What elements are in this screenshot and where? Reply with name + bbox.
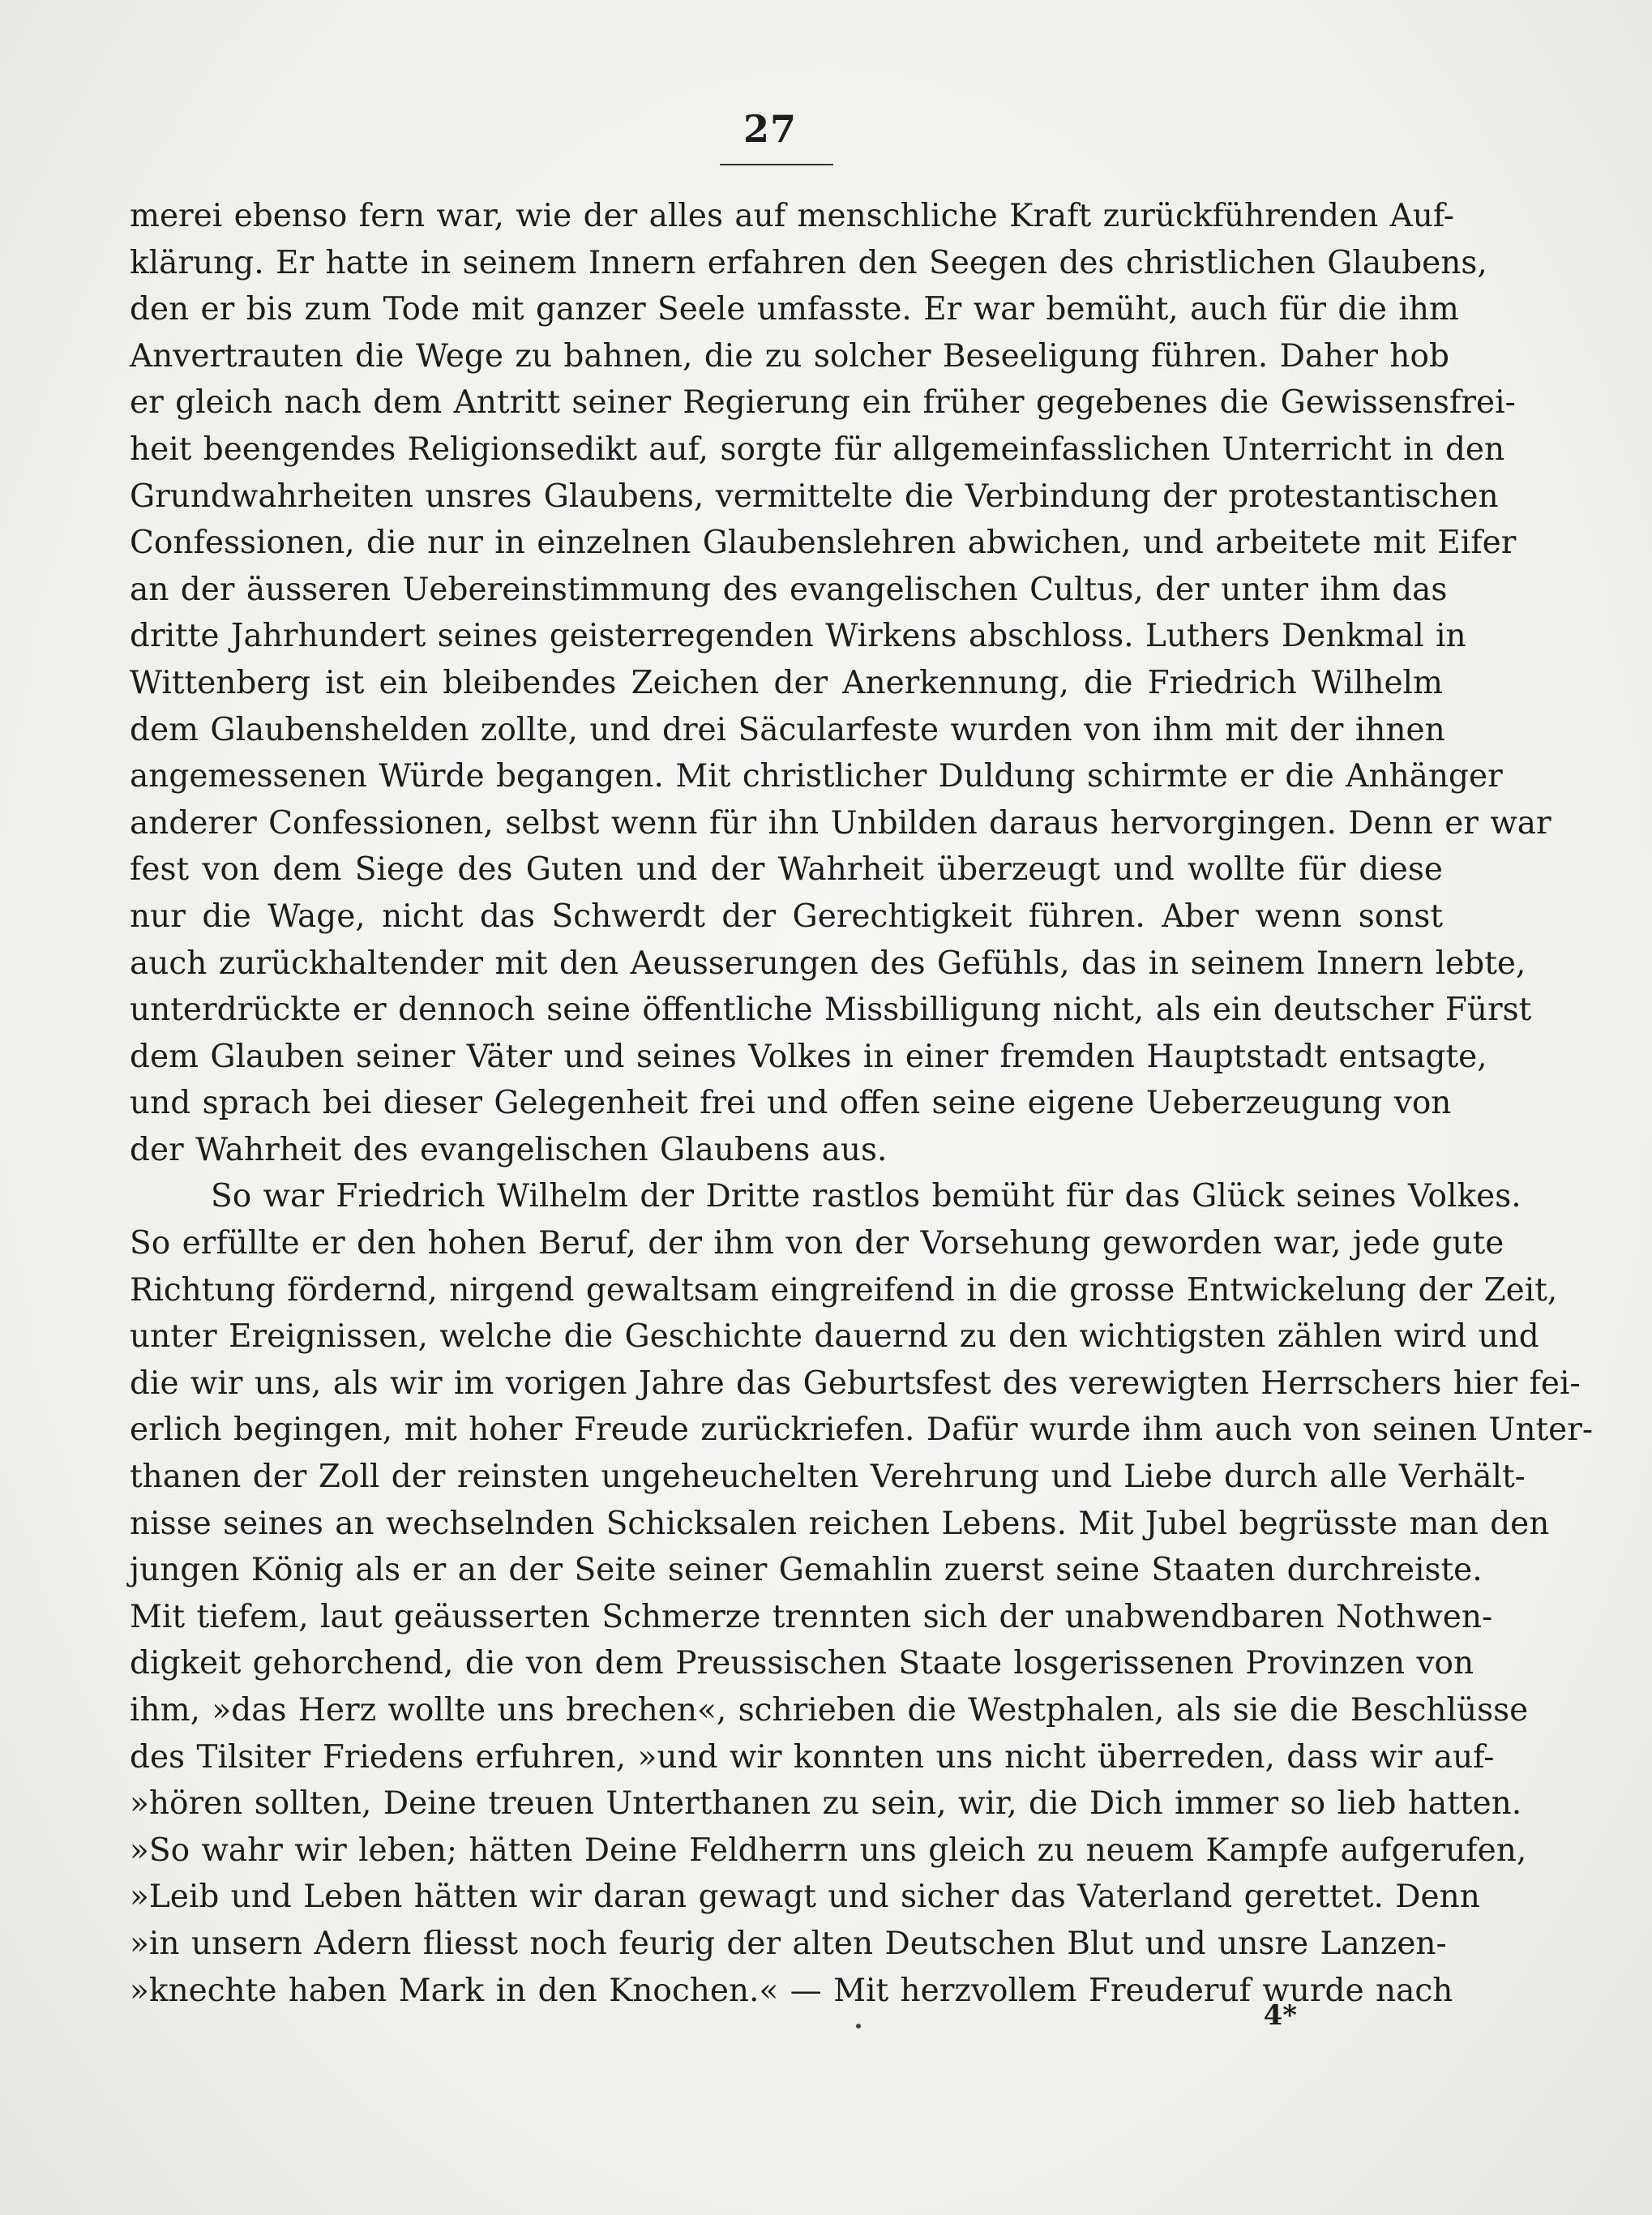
text-line: angemessenen Würde begangen. Mit christlicher Duldung schirmte er die Anhänger bbox=[130, 758, 1503, 795]
text-line: Anvertrauten die Wege zu bahnen, die zu solcher Beseeligung führen. Daher hob bbox=[130, 337, 1449, 375]
text-line: ihm, »das Herz wollte uns brechen«, schrieben die Westphalen, als sie die Beschlüsse bbox=[130, 1692, 1529, 1729]
text-line: So erfüllte er den hohen Beruf, der ihm von der Vorsehung geworden war, jede gute bbox=[130, 1225, 1504, 1262]
header-rule bbox=[720, 164, 833, 165]
text-line: Confessionen, die nur in einzelnen Glaubenslehren abwichen, und arbeitete mit Eifer bbox=[130, 525, 1517, 562]
text-line: »knechte haben Mark in den Knochen.« — Mit herzvollem Freuderuf wurde nach bbox=[130, 1972, 1453, 2009]
text-line: unter Ereignissen, welche die Geschichte dauernd zu den wichtigsten zählen wird und bbox=[130, 1318, 1539, 1356]
text-line: anderer Confessionen, selbst wenn für ihn Unbilden daraus hervorgingen. Denn er war bbox=[130, 804, 1551, 842]
text-line: »hören sollten, Deine treuen Unterthanen zu sein, wir, die Dich immer so lieb hatten. bbox=[130, 1785, 1522, 1823]
paragraph bbox=[130, 1173, 1594, 2014]
page-number: 27 bbox=[743, 107, 797, 151]
text-line: klärung. Er hatte in seinem Innern erfahren den Seegen des christlichen Glaubens, bbox=[130, 244, 1487, 281]
text-line: heit beengendes Religionsedikt auf, sorgte für allgemeinfasslichen Unterricht in den bbox=[130, 431, 1505, 468]
text-line: er gleich nach dem Antritt seiner Regierung ein früher gegebenes die Gewissensfrei- bbox=[130, 384, 1516, 422]
text-line: nisse seines an wechselnden Schicksalen reichen Lebens. Mit Jubel begrüsste man den bbox=[130, 1505, 1550, 1542]
text-line: Mit tiefem, laut geäusserten Schmerze trennten sich der unabwendbaren Nothwen- bbox=[130, 1598, 1493, 1635]
text-line: »So wahr wir leben; hätten Deine Feldherrn uns gleich zu neuem Kampfe aufgerufen, bbox=[130, 1832, 1527, 1869]
text-line: nur die Wage, nicht das Schwerdt der Gerechtigkeit führen. Aber wenn sonst bbox=[130, 898, 1443, 935]
text-line: auch zurückhaltender mit den Aeusserungen des Gefühls, das in seinem Innern lebte, bbox=[130, 945, 1526, 982]
text-line: »Leib und Leben hätten wir daran gewagt und sicher das Vaterland gerettet. Denn bbox=[130, 1879, 1480, 1916]
paragraph bbox=[130, 193, 1551, 1173]
text-line: »in unsern Adern fliesst noch feurig der alten Deutschen Blut und unsre Lanzen- bbox=[130, 1925, 1447, 1962]
text-line: dem Glaubenshelden zollte, und drei Säcularfeste wurden von ihm mit der ihnen bbox=[130, 711, 1445, 748]
ink-speck bbox=[856, 2024, 861, 2029]
text-line: So war Friedrich Wilhelm der Dritte rastlos bemüht für das Glück seines Volkes. bbox=[211, 1178, 1521, 1215]
text-line: Richtung fördernd, nirgend gewaltsam eingreifend in die grosse Entwickelung der Zeit, bbox=[130, 1271, 1558, 1309]
text-line: unterdrückte er dennoch seine öffentliche Missbilligung nicht, als ein deutscher Fürst bbox=[130, 992, 1532, 1029]
text-line: merei ebenso fern war, wie der alles auf menschliche Kraft zurückführenden Auf- bbox=[130, 198, 1455, 234]
text-line: Grundwahrheiten unsres Glaubens, vermittelte die Verbindung der protestantischen bbox=[130, 478, 1499, 515]
body-text bbox=[130, 193, 1594, 2014]
signature-mark: 4* bbox=[1263, 1999, 1297, 2032]
text-line: dem Glauben seiner Väter und seines Volkes in einer fremden Hauptstadt entsagte, bbox=[130, 1038, 1487, 1075]
text-line: fest von dem Siege des Guten und der Wahrheit überzeugt und wollte für diese bbox=[130, 851, 1443, 889]
text-line: die wir uns, als wir im vorigen Jahre das Geburtsfest des verewigten Herrschers hier fei- bbox=[130, 1365, 1581, 1402]
text-line: und sprach bei dieser Gelegenheit frei und offen seine eigene Ueberzeugung von bbox=[130, 1085, 1452, 1122]
text-line: erlich begingen, mit hoher Freude zurückriefen. Dafür wurde ihm auch von seinen Unter- bbox=[130, 1412, 1594, 1449]
text-line: an der äusseren Uebereinstimmung des evangelischen Cultus, der unter ihm das bbox=[130, 571, 1448, 608]
text-line: des Tilsiter Friedens erfuhren, »und wir konnten uns nicht überreden, dass wir auf- bbox=[130, 1738, 1495, 1776]
text-line: digkeit gehorchend, die von dem Preussischen Staate losgerissenen Provinzen von bbox=[130, 1645, 1474, 1682]
text-line: den er bis zum Tode mit ganzer Seele umfasste. Er war bemüht, auch für die ihm bbox=[130, 291, 1459, 328]
text-line: Wittenberg ist ein bleibendes Zeichen der Anerkennung, die Friedrich Wilhelm bbox=[130, 664, 1443, 701]
text-line: thanen der Zoll der reinsten ungeheuchelten Verehrung und Liebe durch alle Verhält- bbox=[130, 1459, 1526, 1496]
text-line: jungen König als er an der Seite seiner Gemahlin zuerst seine Staaten durchreiste. bbox=[130, 1552, 1483, 1589]
text-line: dritte Jahrhundert seines geisterregenden Wirkens abschloss. Luthers Denkmal in bbox=[130, 618, 1466, 655]
text-line: der Wahrheit des evangelischen Glaubens aus. bbox=[130, 1131, 888, 1168]
